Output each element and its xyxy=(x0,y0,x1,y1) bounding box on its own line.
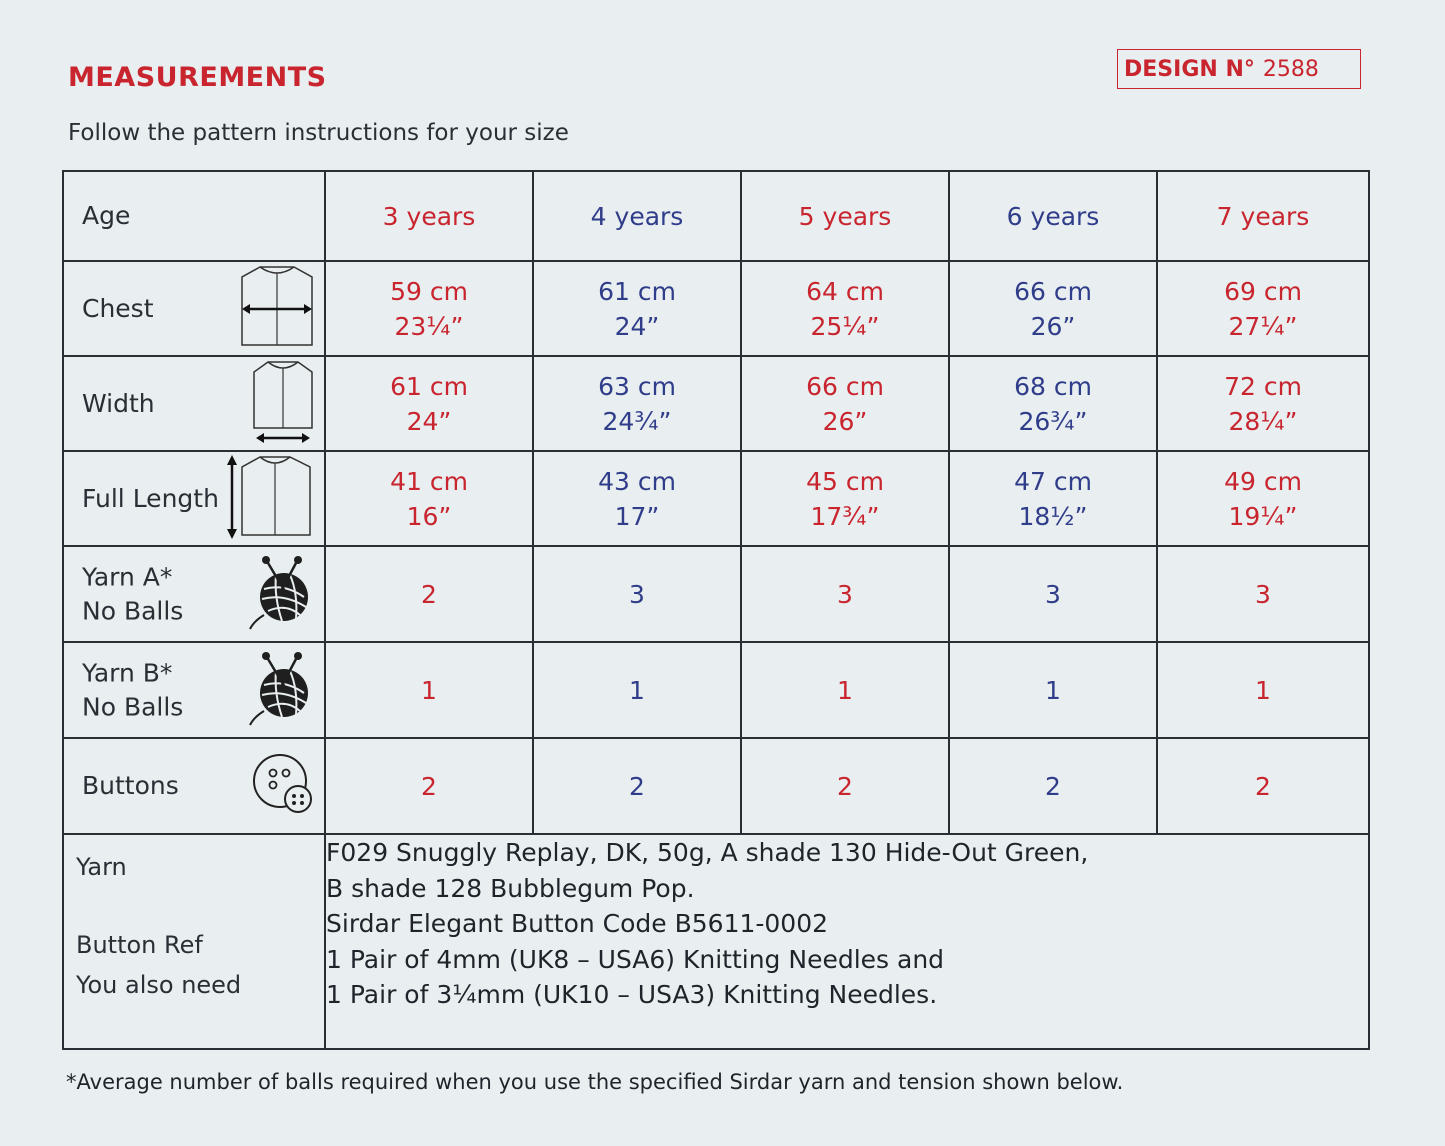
width-value-3: 61 cm 24” xyxy=(325,356,533,451)
full-length-label: Full Length xyxy=(82,483,219,513)
width-value-4: 63 cm 24¾” xyxy=(533,356,741,451)
yarn-a-value-4: 3 xyxy=(533,546,741,642)
width-value-7: 72 cm 28¼” xyxy=(1157,356,1369,451)
age-5-years: 5 years xyxy=(741,171,949,261)
yarn-info-label: Yarn xyxy=(76,853,127,881)
cardigan-length-icon xyxy=(224,453,316,545)
buttons-value-6: 2 xyxy=(949,738,1157,834)
footnote: *Average number of balls required when you use the specified Sirdar yarn and tension shown below. xyxy=(66,1070,1124,1094)
age-label: Age xyxy=(82,201,131,231)
info-details-cell xyxy=(325,834,1369,1049)
button-icon xyxy=(250,751,316,821)
yarn-ball-icon xyxy=(246,649,316,731)
chest-value-6: 66 cm 26” xyxy=(949,261,1157,356)
yarn-b-value-5: 1 xyxy=(741,642,949,738)
buttons-label: Buttons xyxy=(82,771,179,801)
design-label: DESIGN N° xyxy=(1124,56,1255,82)
buttons-header-cell xyxy=(63,738,325,834)
also-need-label: You also need xyxy=(76,971,242,999)
yarn-b-value-6: 1 xyxy=(949,642,1157,738)
cardigan-width-icon xyxy=(250,358,316,450)
info-row xyxy=(63,834,1369,1049)
age-6-years: 6 years xyxy=(949,171,1157,261)
chest-row xyxy=(63,261,1369,356)
design-number: 2588 xyxy=(1262,56,1319,82)
length-value-6: 47 cm 18½” xyxy=(949,451,1157,546)
needles-line-1: 1 Pair of 4mm (UK8 – USA6) Knitting Needles and xyxy=(326,944,945,974)
info-labels-cell xyxy=(63,834,325,1049)
width-label: Width xyxy=(82,388,155,418)
yarn-b-row xyxy=(63,642,1369,738)
subtitle: Follow the pattern instructions for your size xyxy=(68,120,569,146)
full-length-row xyxy=(63,451,1369,546)
width-header-cell xyxy=(63,356,325,451)
yarn-line-2: B shade 128 Bubblegum Pop. xyxy=(326,873,695,903)
yarn-b-value-3: 1 xyxy=(325,642,533,738)
length-value-7: 49 cm 19¼” xyxy=(1157,451,1369,546)
width-value-5: 66 cm 26” xyxy=(741,356,949,451)
length-value-4: 43 cm 17” xyxy=(533,451,741,546)
chest-label: Chest xyxy=(82,293,154,323)
age-4-years: 4 years xyxy=(533,171,741,261)
yarn-a-value-7: 3 xyxy=(1157,546,1369,642)
design-number-box xyxy=(1117,49,1361,89)
buttons-value-3: 2 xyxy=(325,738,533,834)
age-3-years: 3 years xyxy=(325,171,533,261)
yarn-a-label: Yarn A* No Balls xyxy=(82,562,184,625)
yarn-b-header-cell xyxy=(63,642,325,738)
chest-header-cell xyxy=(63,261,325,356)
buttons-row xyxy=(63,738,1369,834)
cardigan-chest-icon xyxy=(238,263,316,355)
age-header-cell xyxy=(63,171,325,261)
yarn-a-value-3: 2 xyxy=(325,546,533,642)
yarn-a-header-cell xyxy=(63,546,325,642)
measurements-table xyxy=(62,170,1370,1050)
buttons-value-4: 2 xyxy=(533,738,741,834)
length-value-5: 45 cm 17¾” xyxy=(741,451,949,546)
page-title: MEASUREMENTS xyxy=(68,62,327,93)
width-row xyxy=(63,356,1369,451)
age-7-years: 7 years xyxy=(1157,171,1369,261)
full-length-header-cell xyxy=(63,451,325,546)
needles-line-2: 1 Pair of 3¼mm (UK10 – USA3) Knitting Needles. xyxy=(326,980,938,1009)
buttons-value-7: 2 xyxy=(1157,738,1369,834)
button-ref-label: Button Ref xyxy=(76,931,203,959)
yarn-a-value-5: 3 xyxy=(741,546,949,642)
yarn-b-value-7: 1 xyxy=(1157,642,1369,738)
yarn-a-row xyxy=(63,546,1369,642)
yarn-b-label: Yarn B* No Balls xyxy=(82,658,184,721)
chest-value-7: 69 cm 27¼” xyxy=(1157,261,1369,356)
yarn-b-value-4: 1 xyxy=(533,642,741,738)
yarn-ball-icon xyxy=(246,553,316,635)
button-ref-value: Sirdar Elegant Button Code B5611-0002 xyxy=(326,909,829,938)
chest-value-4: 61 cm 24” xyxy=(533,261,741,356)
age-row xyxy=(63,171,1369,261)
width-value-6: 68 cm 26¾” xyxy=(949,356,1157,451)
chest-value-5: 64 cm 25¼” xyxy=(741,261,949,356)
buttons-value-5: 2 xyxy=(741,738,949,834)
length-value-3: 41 cm 16” xyxy=(325,451,533,546)
yarn-a-value-6: 3 xyxy=(949,546,1157,642)
yarn-line-1: F029 Snuggly Replay, DK, 50g, A shade 130 Hide-Out Green, xyxy=(326,838,1089,867)
chest-value-3: 59 cm 23¼” xyxy=(325,261,533,356)
